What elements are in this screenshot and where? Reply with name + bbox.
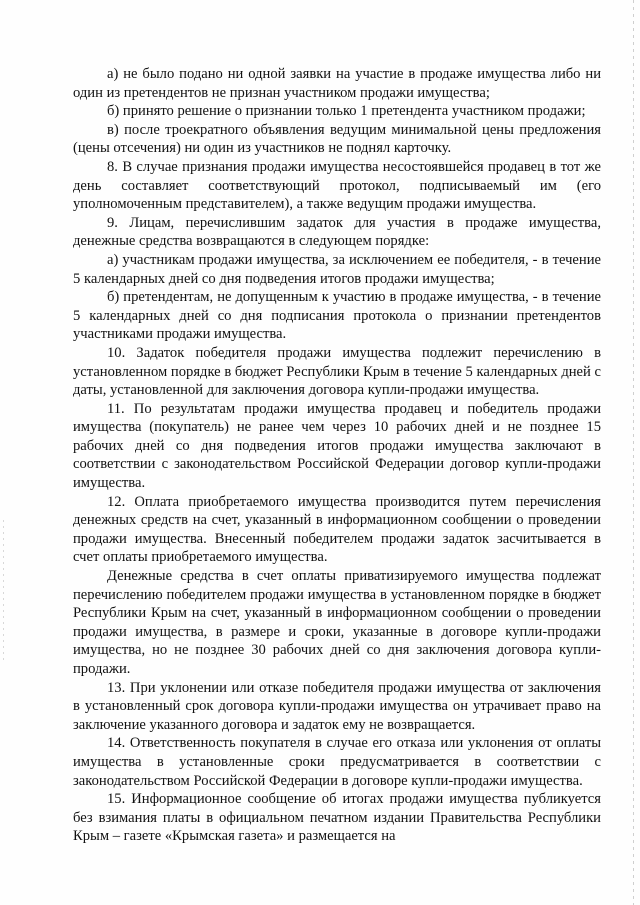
- paragraph-14-responsibility: 14. Ответственность покупателя в случае его отказа или уклонения от оплаты имущества в установленные сроки предусматривается в соответствии с законодательством Российской Федерации в договоре купли-продажи имущества.: [73, 735, 601, 789]
- paragraph-15-publication: 15. Информационное сообщение об итогах продажи имущества публикуется без взимания платы в официальном печатном издании Правительства Республики Крым – газете «Крымская газета» и размещается на: [73, 791, 601, 845]
- paragraph-9a-participants: а) участникам продажи имущества, за исключением ее победителя, - в течение 5 календарных дней со дня подведения итогов продажи имущества;: [73, 251, 601, 287]
- paragraph-13-evasion: 13. При уклонении или отказе победителя продажи имущества от заключения в установленный срок договора купли-продажи имущества он утрачивает право на заключение указанного договора и задаток ему не возвращается.: [73, 679, 601, 733]
- paragraph-a-no-applications: а) не было подано ни одной заявки на участие в продаже имущества либо ни один из претендентов не признан участником продажи имущества;: [73, 66, 601, 101]
- paragraph-12-funds: Денежные средства в счет оплаты приватизируемого имущества подлежат перечислению победителем продажи имущества в установленном порядке в бюджет Республики Крым на счет, указанный в информационном сообщении о проведении продажи имущества, в размере и сроки, указанные в договоре купли-продажи имущества, но не позднее 30 рабочих дней со дня заключения договора купли-продажи.: [73, 568, 601, 677]
- paragraph-10-winner-deposit: 10. Задаток победителя продажи имущества подлежит перечислению в установленном порядке в бюджет Республики Крым в течение 5 календарных дней с даты, установленной для заключения договора купли-продажи имущества.: [73, 344, 601, 399]
- paragraph-8-protocol: 8. В случае признания продажи имущества несостоявшейся продавец в тот же день составляет соответствующий протокол, подписываемый им (его уполномоченным представителем), а также ведущим продажи имущества.: [73, 158, 601, 213]
- paragraph-b-one-applicant: б) принято решение о признании только 1 претендента участником продажи;: [107, 103, 586, 120]
- paragraph-11-contract: 11. По результатам продажи имущества продавец и победитель продажи имущества (покупатель) не ранее чем через 10 рабочих дней и не позднее 15 рабочих дней со дня подведения итогов продажи имущества заключают в соответствии с законодательством Российской Федерации договор купли-продажи имущества.: [73, 400, 601, 492]
- paragraph-9b-applicants: б) претендентам, не допущенным к участию в продаже имущества, - в течение 5 календарных дней со дня подписания протокола о признании претендентов участниками продажи имущества.: [73, 289, 601, 343]
- paragraph-9-deposit-return: 9. Лицам, перечислившим задаток для участия в продаже имущества, денежные средства возвращаются в следующем порядке:: [73, 214, 601, 250]
- paragraph-v-no-card-raised: в) после троекратного объявления ведущим минимальной цены предложения (цены отсечения) ни один из участников не поднял карточку.: [73, 121, 601, 157]
- paragraph-12-payment: 12. Оплата приобретаемого имущества производится путем перечисления денежных средств на счет, указанный в информационном сообщении о проведении продажи имущества. Внесенный победителем продажи задаток засчитывается в счет оплаты приобретаемого имущества.: [73, 493, 601, 566]
- document-body: [73, 65, 601, 846]
- scan-edge-left: [3, 520, 4, 660]
- scan-edge-right: [633, 0, 634, 905]
